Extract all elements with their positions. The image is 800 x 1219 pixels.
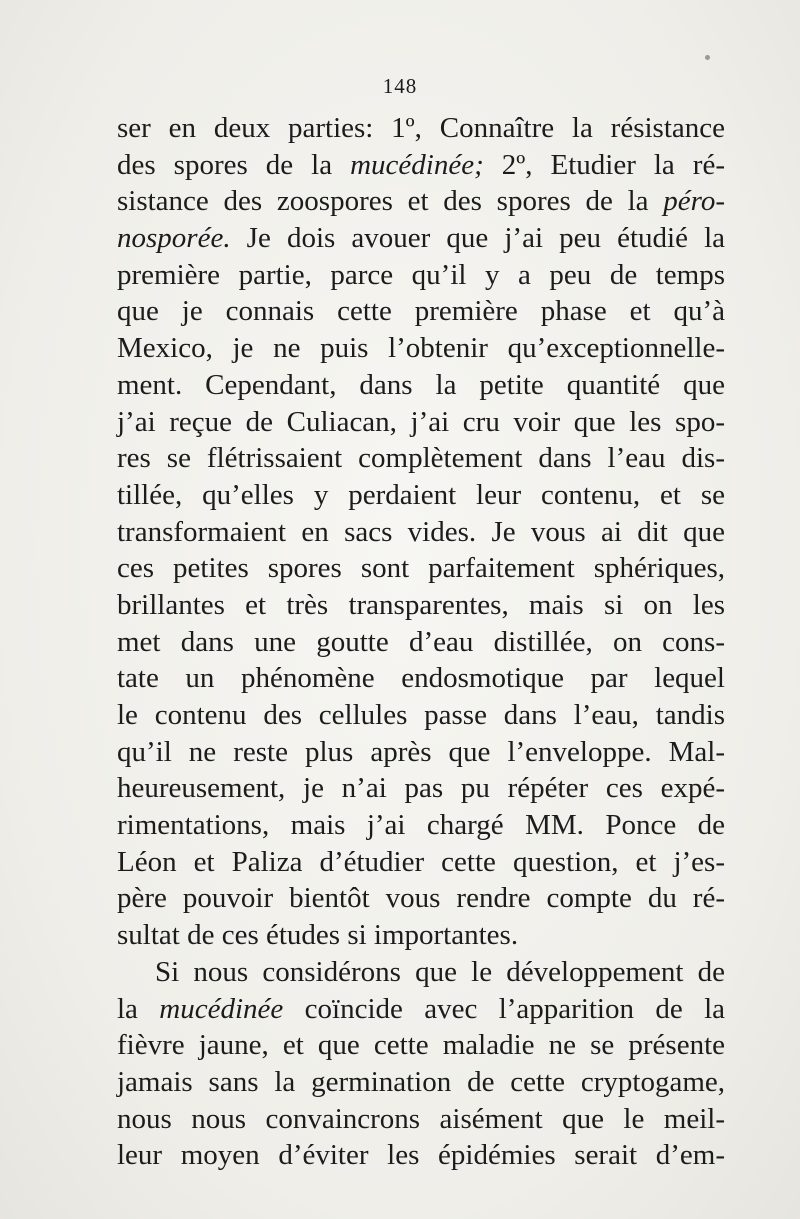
text-segment: Mexico, je ne puis l’obtenir qu’exceptionnelle-: [117, 332, 725, 365]
text-line: [117, 587, 725, 624]
text-segment: la: [117, 992, 160, 1025]
text-segment: des spores de la: [117, 148, 351, 181]
text-line: [117, 660, 725, 697]
text-line: [117, 954, 725, 991]
text-segment: tate un phénomène endosmotique par lequel: [117, 662, 725, 695]
text-segment: sultat de ces études si importantes.: [117, 919, 519, 952]
text-segment: sistance des zoospores et des spores de la: [117, 185, 664, 218]
text-segment: j’ai reçue de Culiacan, j’ai cru voir que les spo-: [117, 405, 725, 438]
text-line: [117, 807, 725, 844]
text-line: [117, 330, 725, 367]
text-segment: père pouvoir bientôt vous rendre compte du ré-: [117, 882, 725, 915]
italic-text: péro-: [663, 185, 725, 218]
text-line: [117, 844, 725, 881]
text-segment: première partie, parce qu’il y a peu de temps: [117, 258, 725, 291]
text-segment: nous nous convaincrons aisément que le meil-: [117, 1102, 725, 1135]
text-line: [117, 1027, 725, 1064]
italic-text: mucédinée: [159, 992, 284, 1025]
text-segment: Je dois avouer que j’ai peu étudié la: [230, 222, 725, 255]
text-segment: tillée, qu’elles y perdaient leur contenu, et se: [117, 478, 725, 511]
italic-text: mucédinée;: [350, 148, 484, 181]
text-line: [117, 514, 725, 551]
text-segment: fièvre jaune, et que cette maladie ne se présente: [117, 1029, 725, 1062]
text-line: [117, 183, 725, 220]
text-line: [117, 991, 725, 1028]
text-line: [117, 1064, 725, 1101]
text-line: [117, 1101, 725, 1138]
text-line: [117, 697, 725, 734]
body-text: [117, 110, 725, 1174]
text-line: [117, 1137, 725, 1174]
text-line: [117, 110, 725, 147]
italic-text: nosporée.: [117, 222, 231, 255]
text-segment: ment. Cependant, dans la petite quantité que: [117, 368, 725, 401]
text-line: [117, 880, 725, 917]
text-line: [117, 770, 725, 807]
text-segment: res se flétrissaient complètement dans l’eau dis-: [117, 442, 725, 475]
text-segment: que je connais cette première phase et qu’à: [117, 295, 725, 328]
text-line: [117, 550, 725, 587]
text-line: [117, 734, 725, 771]
text-line: [117, 624, 725, 661]
text-line: [117, 220, 725, 257]
text-segment: transformaient en sacs vides. Je vous ai dit que: [117, 515, 725, 548]
text-segment: le contenu des cellules passe dans l’eau, tandis: [117, 699, 725, 731]
text-segment: leur moyen d’éviter les épidémies serait d’em-: [117, 1139, 725, 1172]
text-segment: brillantes et très transparentes, mais si on les: [117, 588, 725, 621]
text-segment: ces petites spores sont parfaitement sphériques,: [117, 552, 725, 585]
paper-speck: [705, 55, 710, 60]
text-segment: coïncide avec l’apparition de la: [283, 992, 725, 1025]
text-line: [117, 367, 725, 404]
text-line: [117, 477, 725, 514]
text-segment: Si nous considérons que le développement de: [155, 955, 725, 988]
text-segment: ser en deux parties: 1º, Connaître la résistance: [117, 112, 725, 144]
text-line: [117, 404, 725, 441]
text-segment: rimentations, mais j’ai chargé MM. Ponce de: [117, 809, 725, 842]
text-segment: heureusement, je n’ai pas pu répéter ces expé-: [117, 772, 725, 805]
text-line: [117, 917, 725, 954]
text-segment: jamais sans la germination de cette cryptogame,: [117, 1065, 725, 1098]
text-line: [117, 147, 725, 184]
text-segment: Léon et Paliza d’étudier cette question, et j’es-: [117, 845, 725, 878]
text-segment: 2º, Etudier la ré-: [483, 148, 725, 181]
text-segment: met dans une goutte d’eau distillée, on cons-: [117, 625, 725, 658]
page-number: 148: [382, 74, 418, 98]
text-segment: qu’il ne reste plus après que l’enveloppe. Mal-: [117, 735, 725, 768]
text-line: [117, 440, 725, 477]
text-line: [117, 257, 725, 294]
text-line: [117, 293, 725, 330]
